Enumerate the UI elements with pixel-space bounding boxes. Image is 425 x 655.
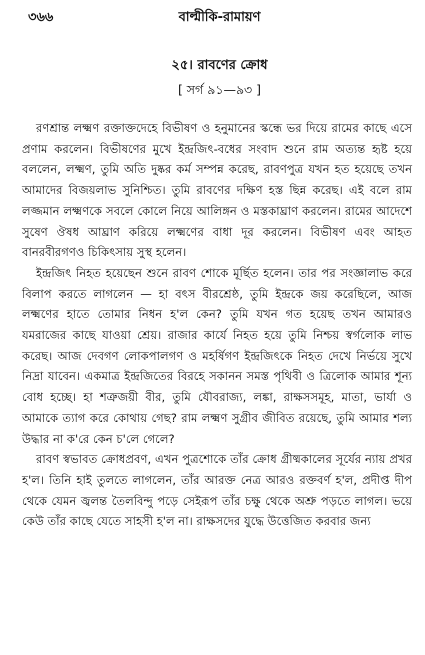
chapter-title: ২৫। রাবণের ক্রোধ <box>171 58 268 73</box>
page-header <box>28 6 411 97</box>
running-title: বাল্মীকি-রামায়ণ <box>178 10 261 25</box>
body-text <box>22 118 412 532</box>
sarga-reference: [ সর্গ ৯১—৯৩ ] <box>177 82 262 97</box>
paragraph: রাবণ স্বভাবত ক্রোধপ্রবণ, এখন পুত্রশোকে তাঁর ক্রোধ গ্রীষ্মকালের সূর্যের ন্যায় প্রখর হ'ল। তিনি হাই তুলতে লাগলেন, তাঁর আরক্ত নেত্র আরও রক্তবর্ণ হ'ল, প্রদীপ্ত দীপ থেকে যেমন জ্বলন্ত তৈলবিন্দু পড়ে সেইরূপ তাঁর চক্ষু থেকে অশ্রু পড়তে লাগল। ভয়ে কেউ তাঁর কাছে যেতে সাহসী হ'ল না। রাক্ষসদের যুদ্ধে উত্তেজিত করবার জন্য <box>22 452 412 529</box>
paragraph: রণশ্রান্ত লক্ষ্মণ রক্তাক্তদেহে বিভীষণ ও হনুমানের স্কন্ধে ভর দিয়ে রামের কাছে এসে প্রণাম করলেন। বিভীষণের মুখে ইন্দ্রজিৎ-বধের সংবাদ শুনে রাম অত্যন্ত হৃষ্ট হয়ে বললেন, লক্ষ্মণ, তুমি অতি দুষ্কর কর্ম সম্পন্ন করেছ, রাবণপুত্র যখন হত হয়েছে তখন আমাদের বিজয়লাভ সুনিশ্চিত। তুমি রাবণের দক্ষিণ হস্ত ছিন্ন করেছ। এই বলে রাম লজ্জমান লক্ষ্মণকে সবলে কোলে নিয়ে আলিঙ্গন ও মস্তকাঘ্রাণ করলেন। রামের আদেশে সুষেণ ঔষধ আঘ্রাণ করিয়ে লক্ষ্মণের বাধা দূর করলেন। বিভীষণ এবং আহত বানরবীরগণও চিকিৎসায় সুস্থ হলেন। <box>22 121 412 260</box>
page-number: ৩৬৬ <box>28 10 54 25</box>
paragraph: ইন্দ্রজিৎ নিহত হয়েছেন শুনে রাবণ শোকে মূর্ছিত হলেন। তার পর সংজ্ঞালাভ করে বিলাপ করতে লাগলেন — হা বৎস বীরশ্রেষ্ঠ, তুমি ইন্দ্রকে জয় করেছিলে, আজ লক্ষ্মণের হাতে তোমার নিধন হ'ল কেন? তুমি যখন গত হয়েছ তখন আমারও যমরাজের কাছে যাওয়া শ্রেয়। রাজার কার্যে নিহত হয়ে তুমি নিশ্চয় স্বর্গলোক লাভ করেছ। আজ দেবগণ লোকপালগণ ও মহর্ষিগণ ইন্দ্রজিৎকে নিহত দেখে নির্ভয়ে সুখে নিদ্রা যাবেন। একমাত্র ইন্দ্রজিতের বিরহে সকানন সমস্ত পৃথিবী ও ত্রিলোক আমার শূন্য বোধ হচ্ছে। হা শত্রুজয়ী বীর, তুমি যৌবরাজ্য, লঙ্কা, রাক্ষসসমূহ, মাতা, ভার্যা ও আমাকে ত্যাগ করে কোথায় গেছ? রাম লক্ষ্মণ সুগ্রীব জীবিত রয়েছে, তুমি আমার শল্য উদ্ধার না ক'রে কেন চ'লে গেলে? <box>22 265 412 446</box>
